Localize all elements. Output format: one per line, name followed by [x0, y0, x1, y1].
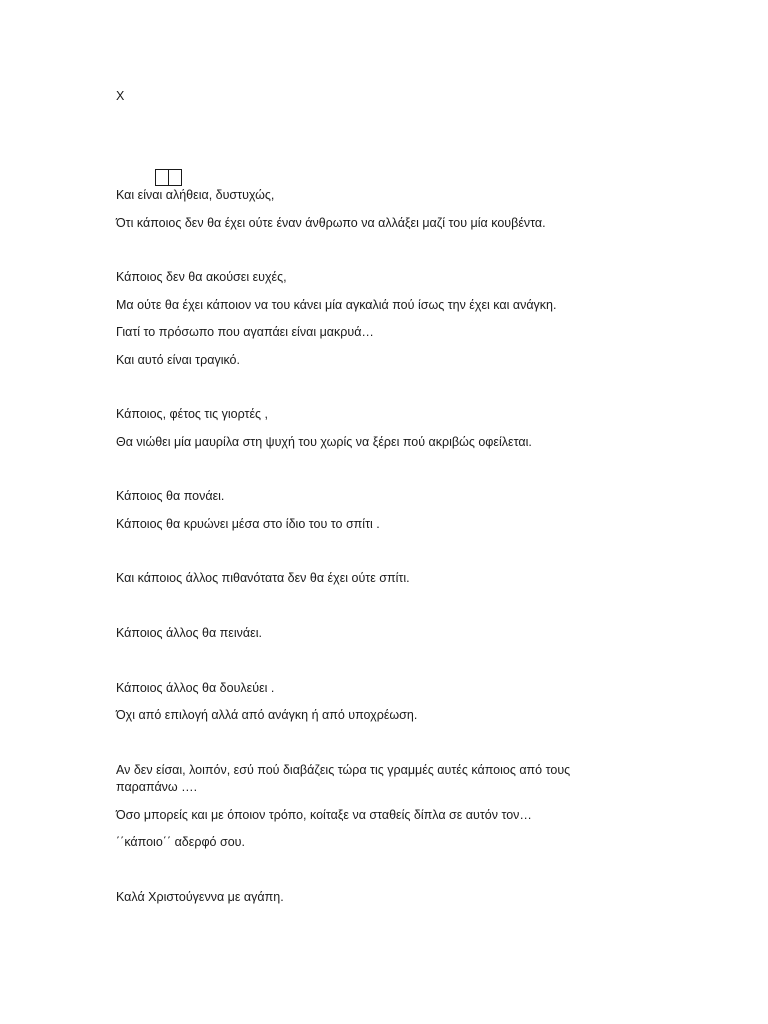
- text-line: Κάποιος άλλος θα δουλεύει .: [116, 681, 275, 695]
- text-line: Και είναι αλήθεια, δυστυχώς,: [116, 188, 275, 202]
- text-line: Και κάποιος άλλος πιθανότατα δεν θα έχει ούτε σπίτι.: [116, 571, 410, 585]
- text-line: Κάποιος, φέτος τις γιορτές ,: [116, 407, 269, 421]
- text-paragraph: Αν δεν είσαι, λοιπόν, εσύ πού διαβάζεις τώρα τις γραμμές αυτές κάποιος από τους παραπάνω ….: [116, 763, 571, 794]
- closing-line: Καλά Χριστούγεννα με αγάπη.: [116, 890, 284, 904]
- text-line: Γιατί το πρόσωπο που αγαπάει είναι μακρυά…: [116, 325, 374, 339]
- text-line: Κάποιος άλλος θα πεινάει.: [116, 626, 262, 640]
- document-heading: X: [116, 89, 125, 103]
- text-line: Κάποιος θα κρυώνει μέσα στο ίδιο του το σπίτι .: [116, 517, 380, 531]
- text-line: Όχι από επιλογή αλλά από ανάγκη ή από υποχρέωση.: [116, 708, 418, 722]
- text-line: Όσο μπορείς και με όποιον τρόπο, κοίταξε να σταθείς δίπλα σε αυτόν τον…: [116, 808, 532, 822]
- text-line: Θα νιώθει μία μαυρίλα στη ψυχή του χωρίς να ξέρει πού ακριβώς οφείλεται.: [116, 435, 532, 449]
- text-line: Και αυτό είναι τραγικό.: [116, 353, 240, 367]
- placeholder-glyph-boxes: [155, 169, 182, 186]
- text-line: Ότι κάποιος δεν θα έχει ούτε έναν άνθρωπο να αλλάξει μαζί του μία κουβέντα.: [116, 216, 546, 230]
- text-line: Κάποιος δεν θα ακούσει ευχές,: [116, 270, 287, 284]
- missing-glyph-box: [155, 169, 169, 186]
- text-line: Κάποιος θα πονάει.: [116, 489, 225, 503]
- missing-glyph-box: [168, 169, 182, 186]
- text-line: Μα ούτε θα έχει κάποιον να του κάνει μία αγκαλιά πού ίσως την έχει και ανάγκη.: [116, 298, 557, 312]
- text-line: ΄΄κάποιο΄΄ αδερφό σου.: [116, 835, 245, 849]
